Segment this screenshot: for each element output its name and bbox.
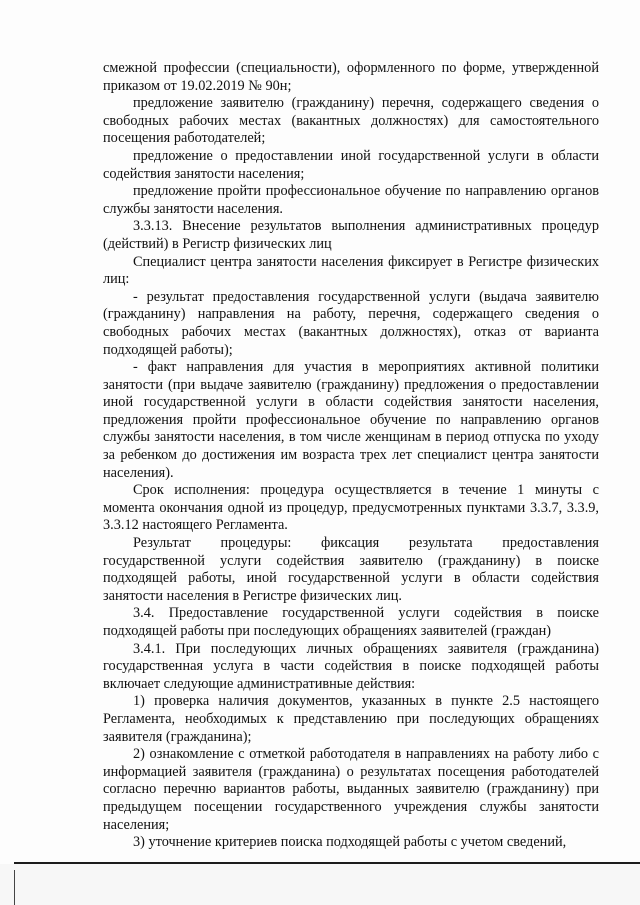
paragraph-3: предложение о предоставлении иной государственной услуги в области содействия занятости населения; — [103, 147, 599, 182]
scan-left-edge — [14, 870, 15, 905]
paragraph-6: Специалист центра занятости населения фиксирует в Регистре физических лиц: — [103, 253, 599, 288]
section-heading-3-3-13: 3.3.13. Внесение результатов выполнения административных процедур (действий) в Регистр физических лиц — [103, 218, 599, 252]
paragraph-10: Результат процедуры: фиксация результата предоставления государственной услуги содействия заявителю (гражданину) в поиске подходящей работы, иной государственной услуги в области содействия занятости населения в Регистре физических лиц. — [103, 535, 599, 604]
list-item-1: 1) проверка наличия документов, указанных в пункте 2.5 настоящего Регламента, необходимых к представлению при последующих обращениях заявителя (гражданина); — [103, 693, 599, 745]
paragraph-8: - факт направления для участия в мероприятиях активной политики занятости (при выдаче заявителю (гражданину) предложения о предоставлении иной государственной услуги в области содействия занятости населения, предложения пройти профессиональное обучение по направлению органов службы занятости населения, в том числе женщинам в период отпуска по уходу за ребенком до достижения им возраста трех лет специалист центра занятости населения). — [103, 359, 599, 481]
paragraph-1: смежной профессии (специальности), оформленного по форме, утвержденной приказом от 19.02.2019 № 90н; — [103, 60, 599, 94]
paragraph-4: предложение пройти профессиональное обучение по направлению органов службы занятости населения. — [103, 183, 599, 217]
paragraph-9: Срок исполнения: процедура осуществляется в течение 1 минуты с момента окончания одной из процедур, предусмотренных пунктами 3.3.7, 3.3.9, 3.3.12 настоящего Регламента. — [103, 482, 599, 534]
list-item-3: 3) уточнение критериев поиска подходящей работы с учетом сведений, — [133, 834, 567, 851]
paragraph-2: предложение заявителю (гражданину) перечня, содержащего сведения о свободных рабочих местах (вакантных должностях) для самостоятельного посещения работодателей; — [103, 95, 599, 147]
paragraph-12: 3.4.1. При последующих личных обращениях заявителя (гражданина) государственная услуга в части содействия в поиске подходящей работы включает следующие административные действия: — [103, 640, 599, 692]
section-heading-3-4: 3.4. Предоставление государственной услуги содействия в поиске подходящей работы при последующих обращениях заявителей (граждан) — [103, 605, 599, 639]
paragraph-7: - результат предоставления государственной услуги (выдача заявителю (гражданину) направления на работу, перечня, содержащего сведения о свободных рабочих местах (вакантных должностях), отказ от варианта подходящей работы); — [103, 288, 599, 358]
scan-bottom-margin — [0, 864, 640, 905]
document-body — [103, 60, 599, 852]
list-item-2: 2) ознакомление с отметкой работодателя в направлениях на работу либо с информацией заявителя (гражданина) о результатах посещения работодателей согласно перечню вариантов работы, выданных заявителю (гражданину) при предыдущем посещении государственного учреждения службы занятости населения; — [103, 746, 599, 833]
